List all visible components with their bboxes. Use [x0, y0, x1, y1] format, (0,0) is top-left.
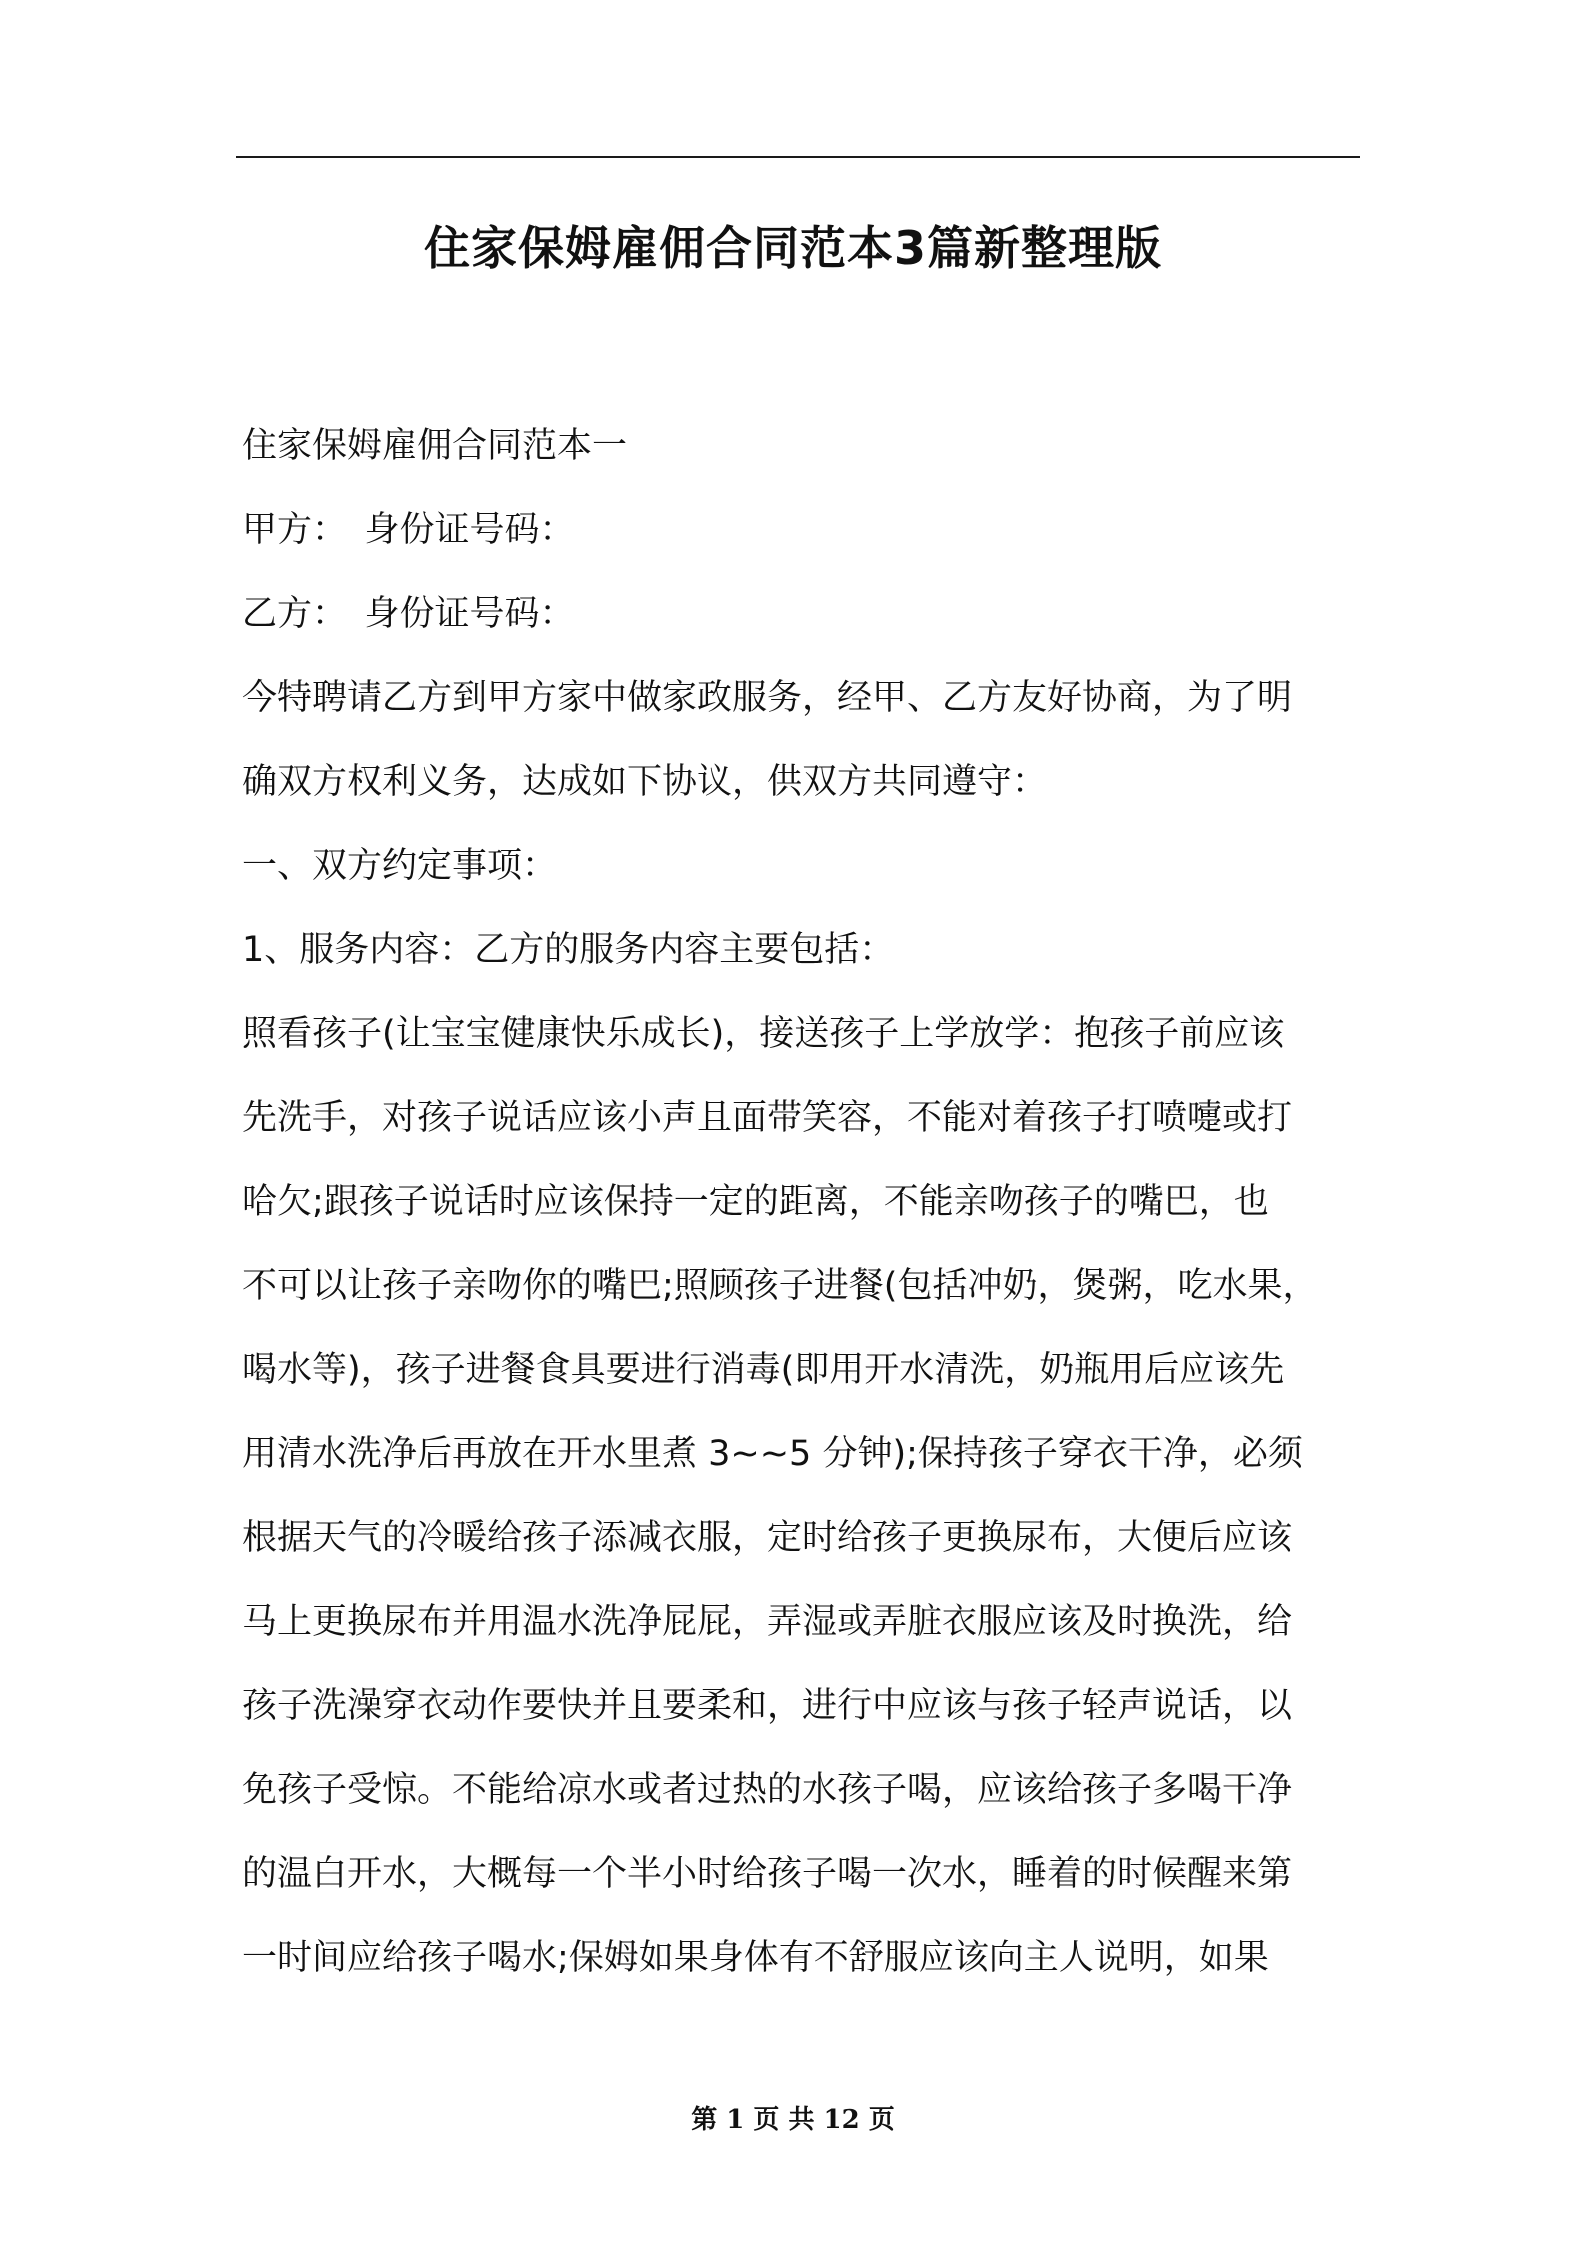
paragraph-line: 免孩子受惊。不能给凉水或者过热的水孩子喝，应该给孩子多喝干净 [242, 1770, 1293, 1810]
heading-agreed-items: 一、双方约定事项： [242, 846, 558, 886]
paragraph-line: 用清水洗净后再放在开水里煮 3~~5 分钟);保持孩子穿衣干净，必须 [242, 1434, 1303, 1474]
paragraph-line: 的温白开水，大概每一个半小时给孩子喝一次水，睡着的时候醒来第 [242, 1854, 1293, 1894]
document-title: 住家保姆雇佣合同范本3篇新整理版 [423, 221, 1162, 275]
paragraph-line: 根据天气的冷暖给孩子添减衣服，定时给孩子更换尿布，大便后应该 [242, 1518, 1293, 1558]
paragraph-line: 照看孩子(让宝宝健康快乐成长)，接送孩子上学放学：抱孩子前应该 [242, 1014, 1285, 1054]
paragraph-line: 哈欠;跟孩子说话时应该保持一定的距离，不能亲吻孩子的嘴巴，也 [242, 1182, 1269, 1222]
paragraph-line: 马上更换尿布并用温水洗净屁屁，弄湿或弄脏衣服应该及时换洗，给 [242, 1602, 1293, 1642]
paragraph-line: 孩子洗澡穿衣动作要快并且要柔和，进行中应该与孩子轻声说话，以 [242, 1686, 1293, 1726]
party-a-line: 甲方： 身份证号码： [242, 510, 575, 550]
service-content-paragraph [242, 992, 1362, 2000]
page-number-footer: 第 1 页 共 12 页 [691, 2105, 895, 2135]
header-rule [236, 156, 1360, 158]
paragraph-line: 一时间应给孩子喝水;保姆如果身体有不舒服应该向主人说明，如果 [242, 1938, 1269, 1978]
item-service-content: 1、服务内容：乙方的服务内容主要包括： [242, 930, 895, 970]
paragraph-line: 先洗手，对孩子说话应该小声且面带笑容，不能对着孩子打喷嚏或打 [242, 1098, 1293, 1138]
section-title: 住家保姆雇佣合同范本一 [242, 426, 628, 466]
paragraph-line: 喝水等)，孩子进餐食具要进行消毒(即用开水清洗，奶瓶用后应该先 [242, 1350, 1285, 1390]
paragraph-line: 不可以让孩子亲吻你的嘴巴;照顾孩子进餐(包括冲奶，煲粥，吃水果， [242, 1266, 1318, 1306]
document-body [242, 404, 1362, 2000]
party-b-line: 乙方： 身份证号码： [242, 594, 575, 634]
paragraph-line: 确双方权利义务，达成如下协议，供双方共同遵守： [242, 762, 1048, 802]
paragraph-line: 今特聘请乙方到甲方家中做家政服务，经甲、乙方友好协商，为了明 [242, 678, 1293, 718]
intro-paragraph [242, 656, 1362, 824]
